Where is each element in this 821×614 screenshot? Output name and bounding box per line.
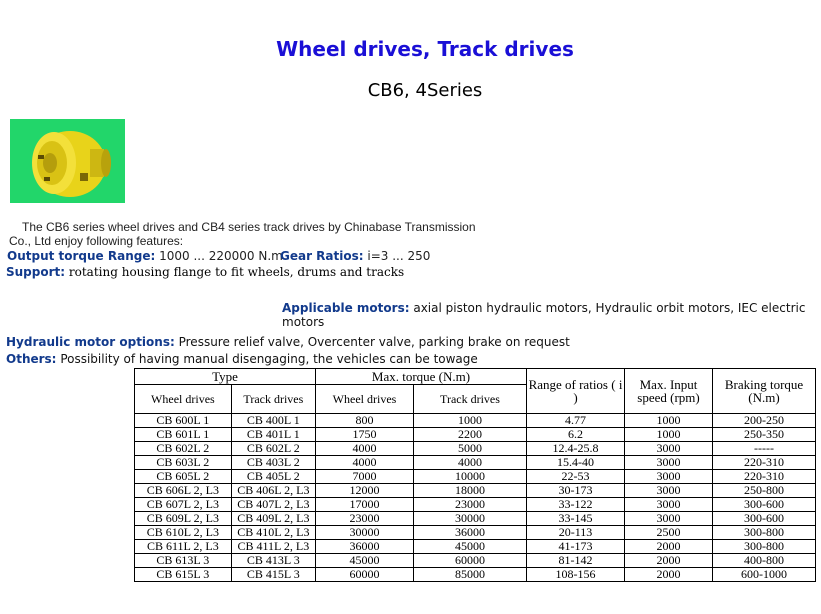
cell-torque-track: 5000: [414, 442, 527, 456]
support-value: rotating housing flange to fit wheels, drums and tracks: [68, 265, 405, 279]
cell-wheel-model: CB 600L 1: [135, 414, 232, 428]
cell-track-model: CB 403L 2: [231, 456, 315, 470]
cell-torque-wheel: 4000: [316, 442, 414, 456]
cell-wheel-model: CB 601L 1: [135, 428, 232, 442]
header-max-torque: Max. torque (N.m): [316, 369, 527, 385]
cell-braking-torque: 400-800: [713, 554, 816, 568]
table-header-row: [135, 369, 816, 385]
cell-input-speed: 2000: [625, 568, 713, 582]
cell-ratio-range: 30-173: [527, 484, 625, 498]
cell-input-speed: 1000: [625, 414, 713, 428]
cell-torque-track: 30000: [414, 512, 527, 526]
cell-input-speed: 3000: [625, 498, 713, 512]
cell-braking-torque: 300-800: [713, 526, 816, 540]
cell-track-model: CB 415L 3: [231, 568, 315, 582]
cell-torque-wheel: 17000: [316, 498, 414, 512]
others: [6, 352, 478, 366]
page-subtitle: CB6, 4Series: [367, 80, 483, 101]
cell-track-model: CB 411L 2, L3: [231, 540, 315, 554]
cell-torque-track: 18000: [414, 484, 527, 498]
hydraulic-options-label: Hydraulic motor options:: [6, 335, 175, 349]
table-row: [135, 470, 816, 484]
table-row: [135, 540, 816, 554]
header-max-input-speed: Max. Input speed (rpm): [625, 369, 713, 414]
gear-ratios-value: i=3 ... 250: [367, 249, 431, 263]
header-torque-wheel: Wheel drives: [316, 385, 414, 414]
cell-torque-wheel: 1750: [316, 428, 414, 442]
others-value: Possibility of having manual disengaging, the vehicles can be towage: [60, 352, 478, 366]
table-row: [135, 456, 816, 470]
wheel-drive-photo: [10, 119, 125, 203]
cell-track-model: CB 413L 3: [231, 554, 315, 568]
cell-wheel-model: CB 609L 2, L3: [135, 512, 232, 526]
header-wheel-drives: Wheel drives: [135, 385, 232, 414]
cell-track-model: CB 409L 2, L3: [231, 512, 315, 526]
cell-torque-wheel: 23000: [316, 512, 414, 526]
cell-braking-torque: 250-800: [713, 484, 816, 498]
cell-torque-track: 45000: [414, 540, 527, 554]
page-title: Wheel drives, Track drives: [276, 37, 574, 61]
output-torque-label: Output torque Range:: [7, 249, 156, 263]
cell-track-model: CB 405L 2: [231, 470, 315, 484]
table-row: [135, 442, 816, 456]
cell-ratio-range: 33-122: [527, 498, 625, 512]
cell-wheel-model: CB 607L 2, L3: [135, 498, 232, 512]
output-torque: [7, 249, 283, 263]
cell-wheel-model: CB 602L 2: [135, 442, 232, 456]
support: [6, 265, 404, 279]
cell-wheel-model: CB 615L 3: [135, 568, 232, 582]
applicable-motors-label: Applicable motors:: [282, 301, 410, 315]
table-row: [135, 512, 816, 526]
output-torque-value: 1000 ... 220000 N.m: [159, 249, 283, 263]
cell-braking-torque: 200-250: [713, 414, 816, 428]
others-label: Others:: [6, 352, 57, 366]
cell-track-model: CB 401L 1: [231, 428, 315, 442]
cell-torque-track: 36000: [414, 526, 527, 540]
table-row: [135, 568, 816, 582]
cell-input-speed: 3000: [625, 512, 713, 526]
cell-braking-torque: 300-600: [713, 498, 816, 512]
cell-torque-track: 85000: [414, 568, 527, 582]
gear-ratios: [280, 249, 430, 263]
hydraulic-options-value: Pressure relief valve, Overcenter valve, parking brake on request: [178, 335, 570, 349]
cell-ratio-range: 20-113: [527, 526, 625, 540]
cell-torque-track: 2200: [414, 428, 527, 442]
cell-track-model: CB 410L 2, L3: [231, 526, 315, 540]
header-braking-torque: Braking torque (N.m): [713, 369, 816, 414]
cell-wheel-model: CB 613L 3: [135, 554, 232, 568]
cell-ratio-range: 12.4-25.8: [527, 442, 625, 456]
cell-ratio-range: 4.77: [527, 414, 625, 428]
cell-ratio-range: 41-173: [527, 540, 625, 554]
table-row: [135, 414, 816, 428]
cell-wheel-model: CB 603L 2: [135, 456, 232, 470]
cell-torque-wheel: 36000: [316, 540, 414, 554]
cell-input-speed: 3000: [625, 470, 713, 484]
intro-text: The CB6 series wheel drives and CB4 series track drives by Chinabase Transmission Co., Ltd enjoy following features:: [9, 220, 476, 248]
cell-track-model: CB 602L 2: [231, 442, 315, 456]
cell-input-speed: 1000: [625, 428, 713, 442]
gear-ratios-label: Gear Ratios:: [280, 249, 364, 263]
cell-braking-torque: 220-310: [713, 456, 816, 470]
applicable-motors-value: axial piston hydraulic motors, Hydraulic orbit motors, IEC electric motors: [282, 301, 806, 329]
cell-torque-wheel: 12000: [316, 484, 414, 498]
cell-braking-torque: 220-310: [713, 470, 816, 484]
cell-torque-track: 10000: [414, 470, 527, 484]
cell-input-speed: 3000: [625, 456, 713, 470]
cell-ratio-range: 81-142: [527, 554, 625, 568]
cell-braking-torque: 250-350: [713, 428, 816, 442]
cell-wheel-model: CB 606L 2, L3: [135, 484, 232, 498]
header-torque-track: Track drives: [414, 385, 527, 414]
table-row: [135, 498, 816, 512]
cell-wheel-model: CB 605L 2: [135, 470, 232, 484]
cell-torque-wheel: 7000: [316, 470, 414, 484]
spec-table: [134, 368, 816, 582]
cell-ratio-range: 33-145: [527, 512, 625, 526]
table-row: [135, 428, 816, 442]
wheel-drive-image: [10, 119, 125, 203]
applicable-motors: [282, 301, 821, 329]
support-label: Support:: [6, 265, 66, 279]
cell-wheel-model: CB 610L 2, L3: [135, 526, 232, 540]
cell-braking-torque: 300-800: [713, 540, 816, 554]
cell-input-speed: 2000: [625, 554, 713, 568]
header-track-drives: Track drives: [231, 385, 315, 414]
table-row: [135, 526, 816, 540]
cell-input-speed: 2000: [625, 540, 713, 554]
cell-track-model: CB 406L 2, L3: [231, 484, 315, 498]
cell-ratio-range: 6.2: [527, 428, 625, 442]
cell-torque-track: 60000: [414, 554, 527, 568]
cell-braking-torque: 600-1000: [713, 568, 816, 582]
cell-torque-wheel: 30000: [316, 526, 414, 540]
table-row: [135, 554, 816, 568]
header-type: Type: [135, 369, 316, 385]
cell-torque-wheel: 45000: [316, 554, 414, 568]
cell-input-speed: 3000: [625, 484, 713, 498]
cell-ratio-range: 108-156: [527, 568, 625, 582]
table-body: [135, 414, 816, 582]
cell-torque-track: 4000: [414, 456, 527, 470]
cell-ratio-range: 22-53: [527, 470, 625, 484]
cell-braking-torque: 300-600: [713, 512, 816, 526]
cell-torque-wheel: 60000: [316, 568, 414, 582]
cell-braking-torque: -----: [713, 442, 816, 456]
cell-track-model: CB 400L 1: [231, 414, 315, 428]
cell-torque-track: 1000: [414, 414, 527, 428]
cell-track-model: CB 407L 2, L3: [231, 498, 315, 512]
cell-input-speed: 2500: [625, 526, 713, 540]
table-row: [135, 484, 816, 498]
cell-torque-wheel: 800: [316, 414, 414, 428]
cell-ratio-range: 15.4-40: [527, 456, 625, 470]
cell-input-speed: 3000: [625, 442, 713, 456]
cell-wheel-model: CB 611L 2, L3: [135, 540, 232, 554]
cell-torque-wheel: 4000: [316, 456, 414, 470]
cell-torque-track: 23000: [414, 498, 527, 512]
hydraulic-options: [6, 335, 570, 349]
header-range-of-ratios: Range of ratios ( i ): [527, 369, 625, 414]
